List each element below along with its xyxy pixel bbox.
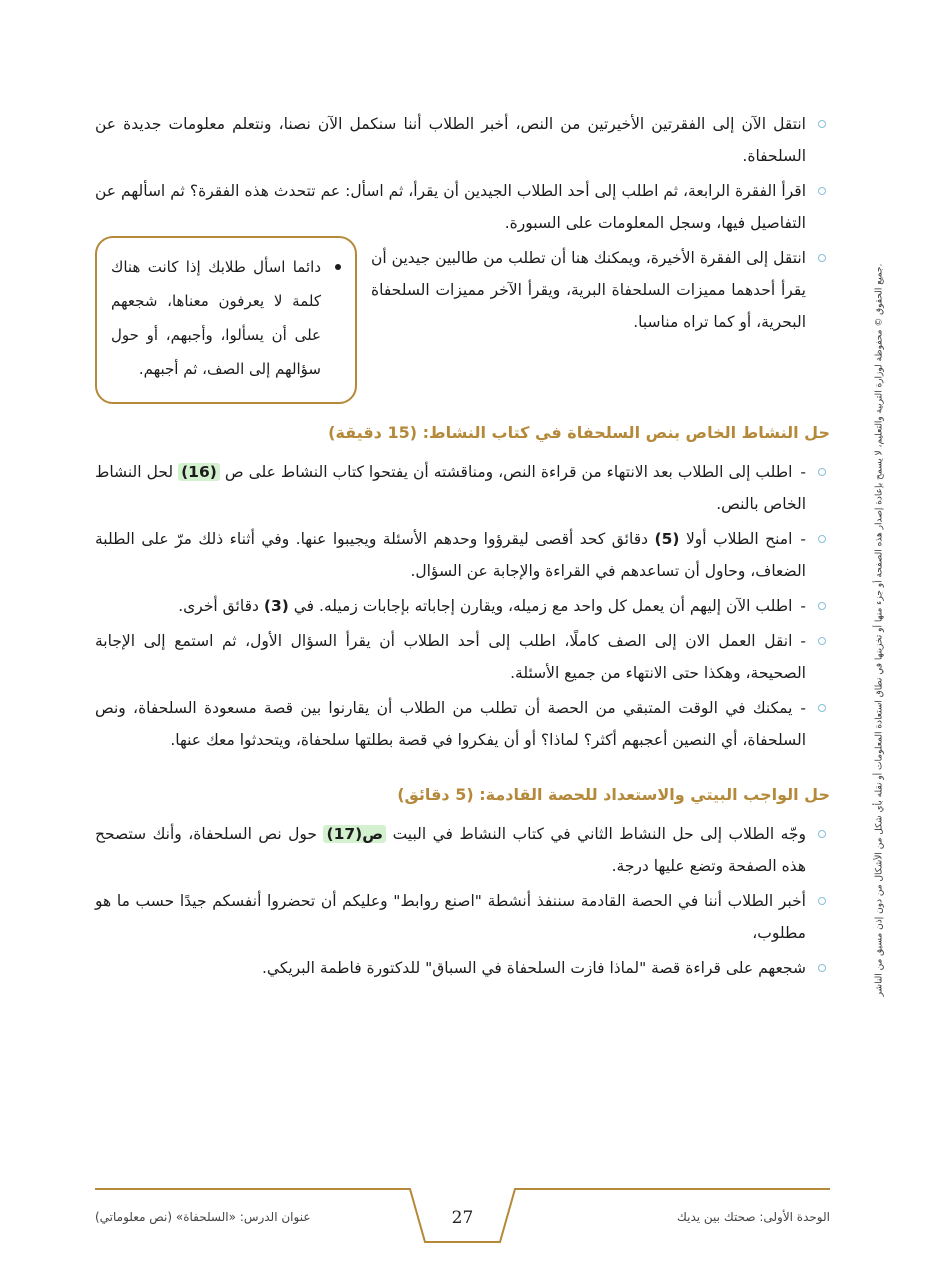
intro-with-tip	[95, 242, 830, 404]
section-heading-homework: حل الواجب البيتي والاستعداد للحصة القادمة: (5 دقائق)	[397, 785, 830, 804]
intro-item-2: اقرأ الفقرة الرابعة، ثم اطلب إلى أحد الطلاب الجيدين أن يقرأ، ثم اسأل: عم تتحدث هذه الفقرة؟ ثم اسألهم عن التفاصيل فيها، وسجل المعلومات على السبورة.	[95, 175, 830, 239]
circle-bullet-icon	[816, 108, 828, 140]
activity-item-4: -انقل العمل الان إلى الصف كاملًا، اطلب إلى أحد الطلاب أن يقرأ السؤال الأول، ثم استمع إلى الإجابة الصحيحة، وهكذا حتى الانتهاء من جميع الأسئلة.	[95, 625, 830, 689]
dash-marker: -	[800, 463, 806, 481]
activity-item-1: -اطلب إلى الطلاب بعد الانتهاء من قراءة النص، ومناقشته أن يفتحوا كتاب النشاط على ص (16) لحل النشاط الخاص بالنص.	[95, 456, 830, 520]
homework-item-2: أخبر الطلاب أننا في الحصة القادمة سننفذ أنشطة "اصنع روابط" وعليكم أن تحضروا أنفسكم جيدًا حسب ما هو مطلوب،	[95, 885, 830, 949]
circle-bullet-icon	[816, 590, 828, 622]
circle-bullet-icon	[816, 242, 828, 274]
circle-bullet-icon	[816, 952, 828, 984]
page-number: 27	[451, 1208, 474, 1228]
activity-item-3: -اطلب الآن إليهم أن يعمل كل واحد مع زميله، ويقارن إجاباته بإجابات زميله. في (3) دقائق أخرى.	[95, 590, 830, 622]
minutes-value: (5)	[654, 530, 680, 548]
copyright-side-note: جميع الحقوق © محفوظة لوزارة التربية والتعليم، لا يسمح بإعادة إصدار هذه الصفحة أو جزء منها أو تخزينها في نطاق استعادة المعلومات أو نقله بأي شكل من الأشكال من دون إذن مسبق من الناشر.	[874, 263, 885, 997]
intro-item-1: انتقل الآن إلى الفقرتين الأخيرتين من النص، أخبر الطلاب أننا سنكمل الآن نصنا، ونتعلم معلومات جديدة عن السلحفاة.	[95, 108, 830, 172]
dash-marker: -	[800, 632, 806, 650]
circle-bullet-icon	[816, 523, 828, 555]
homework-item-1: وجّه الطلاب إلى حل النشاط الثاني في كتاب النشاط في البيت ص(17) حول نص السلحفاة، وأنك ستصحح هذه الصفحة وتضع عليها درجة.	[95, 818, 830, 882]
circle-bullet-icon	[816, 818, 828, 850]
dot-bullet-icon	[335, 264, 341, 270]
activity-item-2: -امنح الطلاب أولا (5) دقائق كحد أقصى ليقرؤوا وحدهم الأسئلة ويجيبوا عنها. وفي أثناء ذلك مرّ على الطلبة الضعاف، وحاول أن تساعدهم في القراءة والإجابة عن السؤال.	[95, 523, 830, 587]
page-ref-highlight: ص(17)	[323, 825, 386, 843]
intro-item-3: انتقل إلى الفقرة الأخيرة، ويمكنك هنا أن تطلب من طالبين جيدين أن يقرأ أحدهما مميزات السلحفاة البرية، ويقرأ الآخر مميزات السلحفاة البحرية، أو كما تراه مناسبا.	[371, 242, 830, 338]
tip-text: دائما اسأل طلابك إذا كانت هناك كلمة لا يعرفون معناها، شجعهم على أن يسألوا، وأجبهم، أو حول سؤالهم إلى الصف، ثم أجبهم.	[111, 258, 321, 378]
homework-item-3: شجعهم على قراءة قصة "لماذا فازت السلحفاة في السباق" للدكتورة فاطمة البريكي.	[95, 952, 830, 984]
circle-bullet-icon	[816, 456, 828, 488]
activity-item-5: -يمكنك في الوقت المتبقي من الحصة أن تطلب من الطلاب أن يقارنوا بين قصة مسعودة السلحفاة، ونص السلحفاة، أي النصين أعجبهم أكثر؟ لماذا؟ أو أن يفكروا في قصة بطلتها سلحفاة، ويتحدثوا معك عنها.	[95, 692, 830, 756]
page-ref-highlight: (16)	[178, 463, 220, 481]
section-heading-activity: حل النشاط الخاص بنص السلحفاة في كتاب النشاط: (15 دقيقة)	[328, 423, 830, 442]
page-footer	[95, 1186, 830, 1246]
footer-unit-title: الوحدة الأولى: صحتك بين يديك	[677, 1210, 830, 1224]
circle-bullet-icon	[816, 625, 828, 657]
circle-bullet-icon	[816, 885, 828, 917]
dash-marker: -	[800, 530, 806, 548]
dash-marker: -	[800, 699, 806, 717]
footer-lesson-title: عنوان الدرس: «السلحفاة» (نص معلوماتي)	[95, 1210, 311, 1224]
dash-marker: -	[800, 597, 806, 615]
circle-bullet-icon	[816, 692, 828, 724]
minutes-value: (3)	[263, 597, 289, 615]
circle-bullet-icon	[816, 175, 828, 207]
teacher-tip-box	[95, 236, 357, 404]
lesson-content	[95, 108, 830, 987]
